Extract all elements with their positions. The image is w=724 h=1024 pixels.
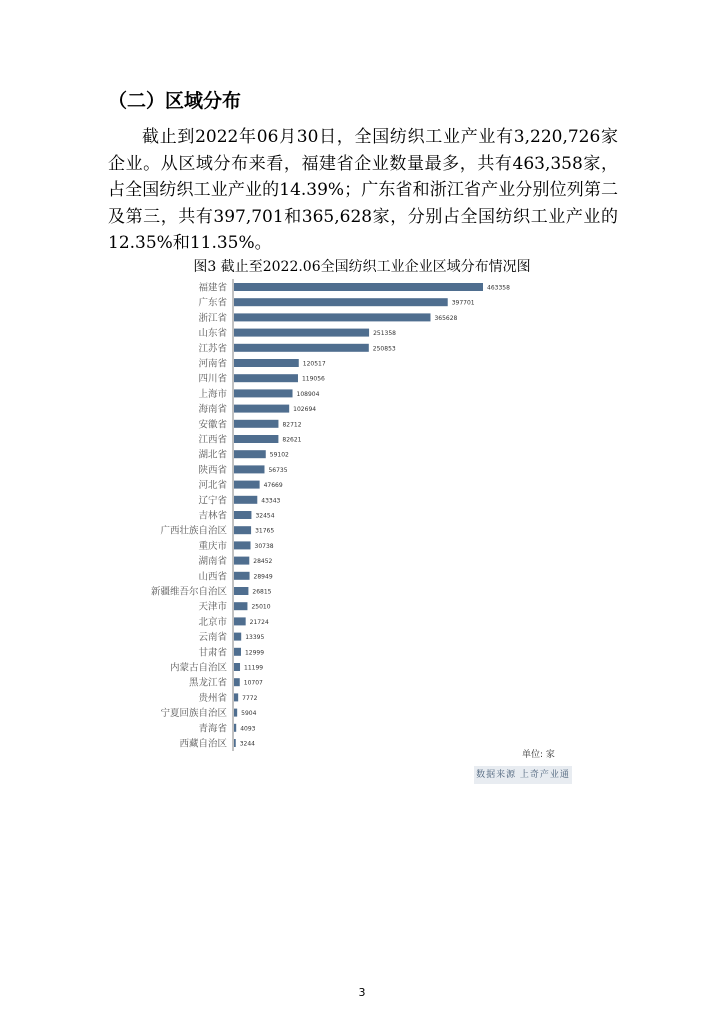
- bar: [234, 572, 250, 580]
- bar: [234, 298, 448, 306]
- bar-value-label: 25010: [251, 603, 271, 611]
- bar: [234, 693, 238, 701]
- bar-value-label: 56735: [268, 466, 288, 474]
- bar-value-label: 12999: [244, 649, 265, 657]
- bar-value-label: 108904: [296, 390, 320, 398]
- bar: [234, 313, 430, 321]
- bar-value-label: 21724: [249, 618, 269, 626]
- bar: [234, 678, 240, 686]
- category-tick-label: 贵州省: [198, 692, 227, 704]
- bar-value-label: 30738: [254, 542, 274, 550]
- category-tick-label: 福建省: [198, 282, 227, 294]
- bar-value-label: 32454: [255, 512, 275, 520]
- bar: [234, 541, 251, 549]
- bar-value-label: 463358: [487, 284, 510, 292]
- bar: [234, 329, 369, 337]
- data-source-badge: 数据来源 上奇产业通: [474, 766, 572, 784]
- bar: [234, 465, 264, 473]
- bar-value-label: 43343: [261, 497, 281, 505]
- bar: [234, 435, 278, 443]
- bar-value-label: 28949: [253, 573, 273, 581]
- bar-value-label: 31765: [255, 527, 275, 535]
- bar-value-label: 4093: [240, 725, 256, 733]
- bar-value-label: 11199: [244, 664, 264, 672]
- category-tick-label: 青海省: [198, 723, 227, 735]
- bar: [234, 420, 278, 428]
- bar-value-label: 102694: [293, 406, 317, 414]
- category-tick-label: 湖北省: [198, 449, 227, 461]
- category-tick-label: 安徽省: [198, 419, 227, 431]
- category-tick-label: 江苏省: [198, 343, 227, 355]
- bar: [234, 511, 251, 519]
- bar: [234, 617, 246, 625]
- category-tick-label: 辽宁省: [198, 495, 227, 507]
- bar: [234, 526, 251, 534]
- bar: [234, 633, 241, 641]
- bar-value-label: 10707: [243, 679, 263, 687]
- page-number: 3: [358, 986, 366, 999]
- category-tick-label: 上海市: [198, 388, 227, 400]
- bar-value-label: 28452: [253, 558, 273, 566]
- bar: [234, 405, 289, 413]
- bar: [234, 344, 369, 352]
- bar: [234, 359, 299, 367]
- category-tick-label: 四川省: [198, 373, 227, 385]
- bar: [234, 739, 236, 747]
- bar: [234, 389, 293, 397]
- category-tick-label: 陕西省: [198, 464, 227, 476]
- bar-value-label: 120517: [302, 360, 326, 368]
- bar-value-label: 397701: [451, 299, 475, 307]
- category-tick-label: 重庆市: [198, 540, 227, 552]
- unit-label: 单位: 家: [522, 750, 555, 760]
- category-tick-label: 河北省: [198, 480, 227, 492]
- bar: [234, 374, 298, 382]
- category-tick-label: 西藏自治区: [179, 738, 227, 750]
- category-tick-label: 吉林省: [198, 510, 227, 522]
- bar-value-label: 26815: [252, 588, 272, 596]
- category-tick-label: 宁夏回族自治区: [160, 708, 227, 720]
- category-tick-label: 云南省: [198, 632, 227, 644]
- bar-value-label: 251358: [373, 330, 396, 338]
- bar-value-label: 82712: [282, 421, 302, 429]
- figure-caption: 图3 截止至2022.06全国纺织工业企业区域分布情况图: [193, 259, 531, 275]
- category-tick-label: 山西省: [198, 571, 227, 583]
- bar-value-label: 119056: [301, 375, 325, 383]
- bar-value-label: 3244: [239, 740, 256, 748]
- bar: [234, 450, 266, 458]
- category-tick-label: 江西省: [198, 434, 227, 446]
- category-tick-label: 甘肃省: [198, 647, 227, 659]
- bar: [234, 283, 483, 291]
- bar-value-label: 7772: [242, 694, 258, 702]
- bar: [234, 709, 237, 717]
- bar: [234, 724, 236, 732]
- category-tick-label: 海南省: [198, 404, 227, 416]
- category-tick-label: 山东省: [198, 328, 227, 340]
- category-tick-label: 浙江省: [198, 312, 227, 324]
- bar: [234, 648, 241, 656]
- bar: [234, 481, 260, 489]
- bar-value-label: 13395: [245, 634, 265, 642]
- bar-value-label: 59102: [269, 451, 289, 459]
- category-tick-label: 湖南省: [198, 556, 227, 568]
- bar: [234, 587, 248, 595]
- category-tick-label: 北京市: [198, 616, 227, 628]
- bar: [234, 663, 240, 671]
- category-tick-label: 广东省: [198, 297, 227, 309]
- bar: [234, 557, 249, 565]
- bar-value-label: 5904: [241, 710, 257, 718]
- category-tick-label: 广西壮族自治区: [160, 525, 227, 537]
- bar-value-label: 47669: [263, 482, 283, 490]
- bar-value-label: 82621: [282, 436, 302, 444]
- category-tick-label: 河南省: [198, 358, 227, 370]
- bar: [234, 602, 247, 610]
- category-tick-label: 黑龙江省: [188, 677, 227, 689]
- category-tick-label: 内蒙古自治区: [169, 662, 227, 674]
- bar: [234, 496, 257, 504]
- category-tick-label: 新疆维吾尔自治区: [150, 586, 227, 598]
- body-paragraph: 截止到2022年06月30日，全国纺织工业产业有3,220,726家企业。从区域分布来看，福建省企业数量最多，共有463,358家，占全国纺织工业产业的14.39%；广东省和浙江省产业分别位列第二及第三，共有397,701和365,628家，分别占全国纺织工业产业的12.35%和11.35%。: [108, 127, 618, 253]
- category-tick-label: 天津市: [198, 601, 227, 613]
- section-heading: （二）区域分布: [108, 90, 242, 112]
- bar-value-label: 250853: [372, 345, 396, 353]
- bar-value-label: 365628: [434, 314, 458, 322]
